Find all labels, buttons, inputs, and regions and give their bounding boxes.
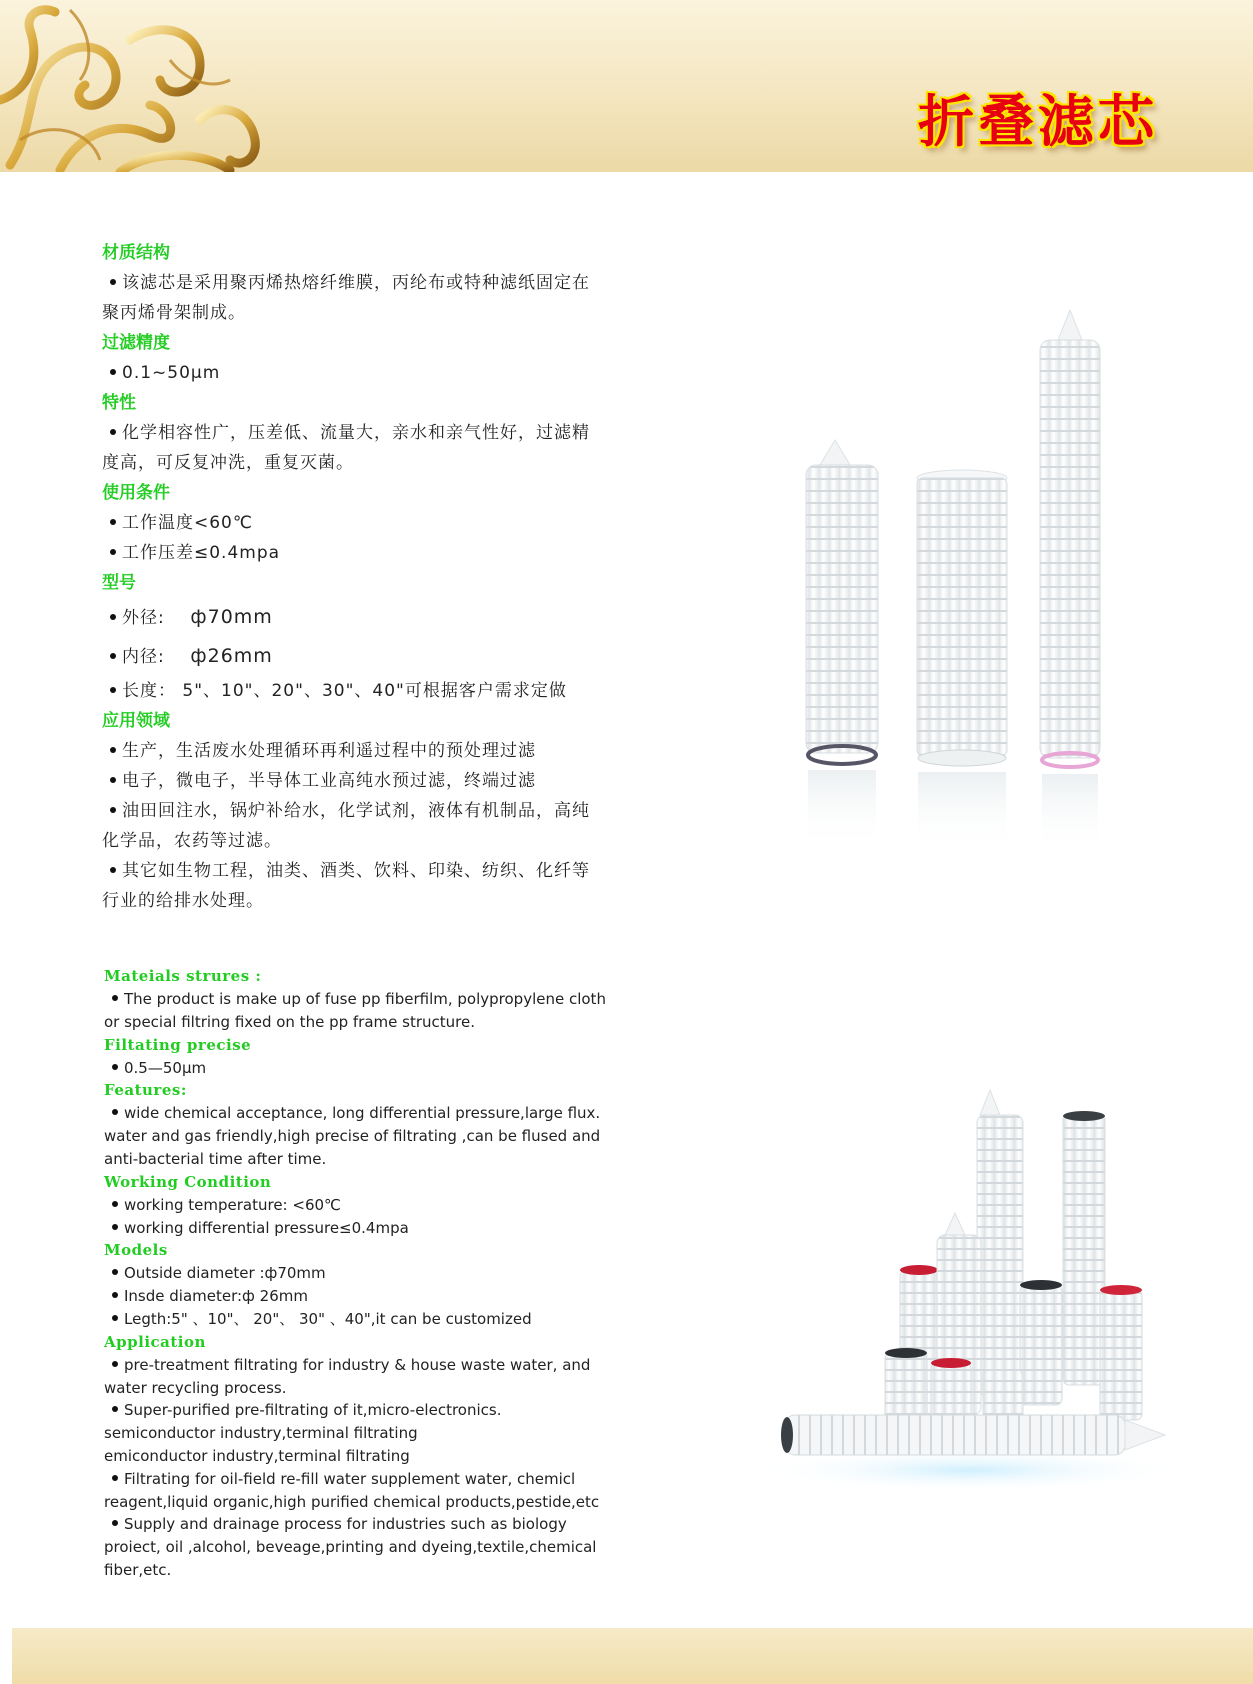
en-materials-heading: Mateials strures : xyxy=(104,967,262,985)
en-length: Legth:5" 、10"、 20"、 30" 、40",it can be customized xyxy=(124,1309,532,1328)
bullet-dot-icon xyxy=(110,867,116,873)
cn-precision-heading: 过滤精度 xyxy=(102,333,170,353)
en-features-heading: Features: xyxy=(104,1081,187,1100)
bullet-dot-icon xyxy=(112,1109,118,1115)
en-application-heading: Application xyxy=(104,1332,206,1351)
footer-band xyxy=(12,1628,1253,1684)
en-features-line1: wide chemical acceptance, long differential pressure,large flux. xyxy=(124,1104,601,1123)
bullet-dot-icon xyxy=(112,1475,118,1481)
bullet-dot-icon xyxy=(112,1520,118,1526)
cn-app-item3-line2: 化学品，农药等过滤。 xyxy=(102,831,282,851)
en-conditions-heading: Working Condition xyxy=(104,1172,272,1191)
bullet-dot-icon xyxy=(112,1315,118,1321)
cn-app-item4-line1: 其它如生物工程，油类、酒类、饮料、印染、纺织、化纤等 xyxy=(122,861,590,881)
bullet-dot-icon xyxy=(110,279,116,285)
bullet-dot-icon xyxy=(112,995,118,1001)
en-app-item1-line1: pre-treatment filtrating for industry & house waste water, and xyxy=(124,1355,591,1374)
en-materials-line2: or special filtring fixed on the pp frame structure. xyxy=(104,1012,475,1031)
bullet-dot-icon xyxy=(112,1224,118,1230)
cn-materials-heading: 材质结构 xyxy=(102,243,170,263)
bullet-dot-icon xyxy=(112,1064,118,1070)
en-features-line3: anti-bacterial time after time. xyxy=(104,1149,327,1168)
en-features-line2: water and gas friendly,high precise of filtrating ,can be flused and xyxy=(104,1127,601,1146)
bullet-dot-icon xyxy=(110,687,116,693)
cn-id-value: ф26mm xyxy=(190,645,273,667)
en-id: Insde diameter:ф 26mm xyxy=(124,1287,308,1306)
cn-features-line2: 度高，可反复冲洗，重复灭菌。 xyxy=(102,453,354,473)
filter-cartridges-photo-top xyxy=(790,300,1160,940)
golden-scroll-ornament-icon xyxy=(0,0,280,172)
bullet-dot-icon xyxy=(110,369,116,375)
cn-materials-line1: 该滤芯是采用聚丙烯热熔纤维膜，丙纶布或特种滤纸固定在 xyxy=(122,273,590,293)
cn-pressure: 工作压差≤0.4mpa xyxy=(122,543,281,563)
filter-cartridges-photo-bottom xyxy=(745,1085,1200,1495)
en-app-item2-line2: semiconductor industry,terminal filtrating xyxy=(104,1424,418,1443)
cn-precision-value: 0.1~50μm xyxy=(122,363,221,383)
cn-app-item3-line1: 油田回注水，锅炉补给水，化学试剂，液体有机制品，高纯 xyxy=(122,801,590,821)
en-materials-line1: The product is make up of fuse pp fiberfilm, polypropylene cloth xyxy=(124,990,606,1008)
cn-app-item1: 生产，生活废水处理循环再利遥过程中的预处理过滤 xyxy=(122,741,536,761)
en-app-item1-line2: water recycling process. xyxy=(104,1378,287,1397)
cn-models-heading: 型号 xyxy=(102,573,136,593)
en-app-item2-line3: emiconductor industry,terminal filtrating xyxy=(104,1446,410,1465)
bullet-dot-icon xyxy=(110,777,116,783)
bullet-dot-icon xyxy=(112,1292,118,1298)
bullet-dot-icon xyxy=(110,807,116,813)
bullet-dot-icon xyxy=(110,747,116,753)
bullet-dot-icon xyxy=(110,549,116,555)
en-app-item4-line1: Supply and drainage process for industries such as biology xyxy=(124,1515,567,1534)
cn-length: 长度： 5"、10"、20"、30"、40"可根据客户需求定做 xyxy=(122,681,567,701)
en-od: Outside diameter :ф70mm xyxy=(124,1264,326,1283)
cn-materials-line2: 聚丙烯骨架制成。 xyxy=(102,303,246,323)
en-app-item3-line2: reagent,liquid organic,high purified chemical products,pestide,etc xyxy=(104,1492,600,1511)
cn-temperature: 工作温度<60℃ xyxy=(122,513,253,533)
en-app-item4-line2: proiect, oil ,alcohol, beveage,printing and dyeing,textile,chemical xyxy=(104,1538,597,1557)
en-app-item3-line1: Filtrating for oil-field re-fill water supplement water, chemicl xyxy=(124,1469,576,1488)
en-precision-value: 0.5—50μm xyxy=(124,1058,207,1077)
bullet-dot-icon xyxy=(112,1406,118,1412)
header-band xyxy=(0,0,1253,172)
cn-od-label: 外径: xyxy=(122,608,165,628)
cn-conditions-heading: 使用条件 xyxy=(102,483,170,503)
cn-features-line1: 化学相容性广，压差低、流量大，亲水和亲气性好，过滤精 xyxy=(122,423,590,443)
en-precision-heading: Filtating precise xyxy=(104,1035,252,1054)
bullet-dot-icon xyxy=(110,653,116,659)
en-pressure: working differential pressure≤0.4mpa xyxy=(124,1218,409,1237)
bullet-dot-icon xyxy=(110,614,116,620)
cn-od-value: ф70mm xyxy=(190,606,273,628)
bullet-dot-icon xyxy=(110,429,116,435)
en-app-item4-line3: fiber,etc. xyxy=(104,1560,172,1579)
bullet-dot-icon xyxy=(112,1269,118,1275)
bullet-dot-icon xyxy=(110,519,116,525)
page-title: 折叠滤芯 xyxy=(918,89,1158,155)
en-models-heading: Models xyxy=(104,1241,168,1260)
bullet-dot-icon xyxy=(112,1361,118,1367)
bullet-dot-icon xyxy=(112,1201,118,1207)
cn-features-heading: 特性 xyxy=(102,393,136,413)
chinese-spec-section xyxy=(102,238,642,916)
cn-app-item4-line2: 行业的给排水处理。 xyxy=(102,891,264,911)
en-app-item2-line1: Super-purified pre-filtrating of it,micro-electronics. xyxy=(124,1401,502,1420)
cn-app-item2: 电子，微电子，半导体工业高纯水预过滤，终端过滤 xyxy=(122,771,536,791)
english-spec-section xyxy=(104,965,644,1582)
cn-id-label: 内径: xyxy=(122,647,165,667)
en-temperature: working temperature: <60℃ xyxy=(124,1195,341,1214)
cn-application-heading: 应用领域 xyxy=(102,711,170,731)
